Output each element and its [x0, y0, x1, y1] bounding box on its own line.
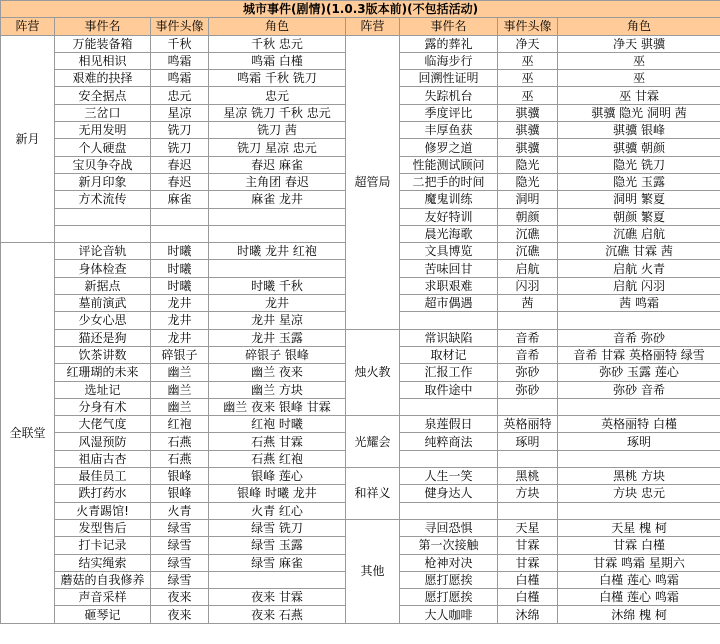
event-name-cell: 临海步行 [400, 52, 498, 69]
characters-cell: 启航 火青 [558, 260, 720, 277]
characters-cell: 骐骥 银峰 [558, 122, 720, 139]
event-name-cell: 失踪机台 [400, 87, 498, 104]
characters-cell: 幽兰 方块 [209, 381, 346, 398]
event-name-cell: 风湿预防 [55, 433, 151, 450]
event-avatar-cell: 闪羽 [498, 277, 558, 294]
characters-cell: 黑桃 方块 [558, 468, 720, 485]
characters-cell: 绿雪 铣刀 [209, 519, 346, 536]
event-name-cell: 第一次接触 [400, 537, 498, 554]
event-name-cell: 取材记 [400, 346, 498, 363]
event-name-cell: 新月印象 [55, 173, 151, 190]
event-name-cell: 魔鬼训练 [400, 191, 498, 208]
event-avatar-cell: 龙井 [151, 295, 209, 312]
event-name-cell: 回溯性证明 [400, 70, 498, 87]
event-name-cell: 季度评比 [400, 104, 498, 121]
event-avatar-cell: 隐光 [498, 173, 558, 190]
event-name-cell: 苦味回甘 [400, 260, 498, 277]
characters-cell: 鸣霜 白槿 [209, 52, 346, 69]
event-name-cell: 露的葬礼 [400, 35, 498, 52]
blank-cell [151, 225, 209, 242]
blank-cell [400, 398, 498, 415]
characters-cell [209, 260, 346, 277]
header-row [1, 18, 720, 35]
event-avatar-cell: 时曦 [151, 243, 209, 260]
event-avatar-cell: 银峰 [151, 468, 209, 485]
characters-cell: 银峰 莲心 [209, 468, 346, 485]
event-name-cell: 大佬气度 [55, 416, 151, 433]
event-avatar-cell: 石燕 [151, 433, 209, 450]
event-avatar-cell: 麻雀 [151, 191, 209, 208]
characters-cell: 骐骥 朝颜 [558, 139, 720, 156]
event-name-cell: 丰厚鱼获 [400, 122, 498, 139]
event-avatar-cell: 龙井 [151, 312, 209, 329]
characters-cell: 麻雀 龙井 [209, 191, 346, 208]
blank-cell [498, 312, 558, 329]
event-avatar-cell: 幽兰 [151, 364, 209, 381]
characters-cell: 碎银子 银峰 [209, 346, 346, 363]
event-avatar-cell: 幽兰 [151, 381, 209, 398]
characters-cell: 天星 槐 柯 [558, 519, 720, 536]
characters-cell: 火青 红心 [209, 502, 346, 519]
characters-cell: 星凉 铣刀 千秋 忠元 [209, 104, 346, 121]
sheet-title: 城市事件(剧情)(1.0.3版本前)(不包括活动) [1, 1, 720, 18]
event-name-cell: 祖庙古杏 [55, 450, 151, 467]
event-name-cell: 红珊瑚的未来 [55, 364, 151, 381]
characters-cell: 千秋 忠元 [209, 35, 346, 52]
characters-cell: 白槿 莲心 鸣霜 [558, 571, 720, 588]
event-name-cell: 砸琴记 [55, 606, 151, 623]
event-avatar-cell: 巫 [498, 70, 558, 87]
blank-cell [400, 450, 498, 467]
event-avatar-cell: 忠元 [151, 87, 209, 104]
event-avatar-cell: 绿雪 [151, 554, 209, 571]
characters-cell: 巫 [558, 52, 720, 69]
characters-cell: 时曦 龙井 红袍 [209, 243, 346, 260]
characters-cell: 幽兰 夜来 银峰 甘霖 [209, 398, 346, 415]
event-name-cell: 文具博览 [400, 243, 498, 260]
event-avatar-cell: 天星 [498, 519, 558, 536]
table-row [1, 329, 720, 346]
blank-cell [209, 225, 346, 242]
event-avatar-cell: 火青 [151, 502, 209, 519]
characters-cell: 骐骥 隐光 洞明 茜 [558, 104, 720, 121]
faction-cell-left: 全联堂 [1, 243, 55, 624]
event-name-cell: 新据点 [55, 277, 151, 294]
event-avatar-cell: 千秋 [151, 35, 209, 52]
header-event-avatar-right: 事件头像 [498, 18, 558, 35]
header-event-name-left: 事件名 [55, 18, 151, 35]
blank-cell [558, 312, 720, 329]
event-name-cell: 猫还是狗 [55, 329, 151, 346]
event-name-cell: 取件途中 [400, 381, 498, 398]
event-name-cell: 个人硬盘 [55, 139, 151, 156]
event-avatar-cell: 幽兰 [151, 398, 209, 415]
event-name-cell: 大人咖啡 [400, 606, 498, 623]
characters-cell: 沉礁 启航 [558, 225, 720, 242]
event-avatar-cell: 鸣霜 [151, 70, 209, 87]
header-faction-left: 阵营 [1, 18, 55, 35]
event-name-cell: 纯粹商法 [400, 433, 498, 450]
event-name-cell: 火青踢馆! [55, 502, 151, 519]
event-name-cell: 蘑菇的自我修养 [55, 571, 151, 588]
event-avatar-cell: 启航 [498, 260, 558, 277]
event-avatar-cell: 琢明 [498, 433, 558, 450]
event-name-cell: 方术流传 [55, 191, 151, 208]
event-name-cell: 友好特训 [400, 208, 498, 225]
blank-cell [498, 398, 558, 415]
characters-cell: 银峰 时曦 龙井 [209, 485, 346, 502]
event-avatar-cell: 甘霖 [498, 537, 558, 554]
event-name-cell: 饮茶讲数 [55, 346, 151, 363]
characters-cell: 茜 鸣霜 [558, 295, 720, 312]
event-name-cell: 最佳员工 [55, 468, 151, 485]
event-avatar-cell: 石燕 [151, 450, 209, 467]
event-avatar-cell: 碎银子 [151, 346, 209, 363]
event-name-cell: 寻回恐惧 [400, 519, 498, 536]
table-row [1, 35, 720, 52]
event-name-cell: 求职艰难 [400, 277, 498, 294]
event-avatar-cell: 隐光 [498, 156, 558, 173]
event-name-cell: 性能测试顾问 [400, 156, 498, 173]
blank-cell [400, 502, 498, 519]
faction-cell-left: 新月 [1, 35, 55, 243]
event-name-cell: 愿打愿挨 [400, 571, 498, 588]
faction-cell-right: 其他 [346, 519, 400, 623]
header-characters-left: 角色 [209, 18, 346, 35]
event-avatar-cell: 白槿 [498, 571, 558, 588]
event-name-cell: 发型售后 [55, 519, 151, 536]
characters-cell: 净天 骐骥 [558, 35, 720, 52]
event-avatar-cell: 银峰 [151, 485, 209, 502]
blank-cell [558, 450, 720, 467]
event-avatar-cell: 春迟 [151, 173, 209, 190]
characters-cell [209, 571, 346, 588]
header-faction-right: 阵营 [346, 18, 400, 35]
event-avatar-cell: 白槿 [498, 589, 558, 606]
event-avatar-cell: 沉礁 [498, 243, 558, 260]
event-avatar-cell: 音希 [498, 346, 558, 363]
event-name-cell: 超市偶遇 [400, 295, 498, 312]
event-name-cell: 相见相识 [55, 52, 151, 69]
event-avatar-cell: 净天 [498, 35, 558, 52]
characters-cell: 绿雪 玉露 [209, 537, 346, 554]
characters-cell: 沐绵 槐 柯 [558, 606, 720, 623]
event-name-cell: 愿打愿挨 [400, 589, 498, 606]
event-avatar-cell: 音希 [498, 329, 558, 346]
blank-cell [498, 502, 558, 519]
event-name-cell: 选址记 [55, 381, 151, 398]
characters-cell: 英格丽特 白槿 [558, 416, 720, 433]
characters-cell: 沉礁 甘霖 茜 [558, 243, 720, 260]
table-row [1, 416, 720, 433]
event-avatar-cell: 朝颜 [498, 208, 558, 225]
characters-cell: 启航 闪羽 [558, 277, 720, 294]
event-name-cell: 万能装备箱 [55, 35, 151, 52]
event-name-cell: 汇报工作 [400, 364, 498, 381]
event-name-cell: 泉莲假日 [400, 416, 498, 433]
event-name-cell: 打卡记录 [55, 537, 151, 554]
event-avatar-cell: 沐绵 [498, 606, 558, 623]
characters-cell: 甘霖 鸣霜 星期六 [558, 554, 720, 571]
event-name-cell: 二把手的时间 [400, 173, 498, 190]
event-name-cell: 人生一笑 [400, 468, 498, 485]
header-event-avatar-left: 事件头像 [151, 18, 209, 35]
characters-cell: 忠元 [209, 87, 346, 104]
characters-cell: 夜来 石燕 [209, 606, 346, 623]
event-name-cell: 分身有术 [55, 398, 151, 415]
blank-cell [558, 398, 720, 415]
event-avatar-cell: 沉礁 [498, 225, 558, 242]
characters-cell: 白槿 莲心 鸣霜 [558, 589, 720, 606]
characters-cell: 弥砂 玉露 莲心 [558, 364, 720, 381]
characters-cell: 时曦 千秋 [209, 277, 346, 294]
faction-cell-right: 光耀会 [346, 416, 400, 468]
characters-cell: 铣刀 星凉 忠元 [209, 139, 346, 156]
characters-cell: 红袍 时曦 [209, 416, 346, 433]
characters-cell: 方块 忠元 [558, 485, 720, 502]
table-row [1, 468, 720, 485]
characters-cell: 巫 甘霖 [558, 87, 720, 104]
characters-cell: 石燕 红袍 [209, 450, 346, 467]
characters-cell: 甘霖 白槿 [558, 537, 720, 554]
event-name-cell: 身体检查 [55, 260, 151, 277]
event-avatar-cell: 时曦 [151, 277, 209, 294]
event-name-cell: 少女心思 [55, 312, 151, 329]
blank-cell [400, 312, 498, 329]
characters-cell: 巫 [558, 70, 720, 87]
characters-cell: 音希 弥砂 [558, 329, 720, 346]
header-characters-right: 角色 [558, 18, 720, 35]
event-avatar-cell: 弥砂 [498, 364, 558, 381]
title-row [1, 1, 720, 18]
characters-cell: 绿雪 麻雀 [209, 554, 346, 571]
event-name-cell: 宝贝争夺战 [55, 156, 151, 173]
event-avatar-cell: 洞明 [498, 191, 558, 208]
characters-cell: 龙井 [209, 295, 346, 312]
event-name-cell: 常识缺陷 [400, 329, 498, 346]
event-avatar-cell: 星凉 [151, 104, 209, 121]
event-avatar-cell: 骐骥 [498, 122, 558, 139]
event-name-cell: 三岔口 [55, 104, 151, 121]
faction-cell-right: 和祥义 [346, 468, 400, 520]
characters-cell: 隐光 玉露 [558, 173, 720, 190]
event-name-cell: 修罗之道 [400, 139, 498, 156]
event-avatar-cell: 春迟 [151, 156, 209, 173]
table-row [1, 519, 720, 536]
event-name-cell: 安全据点 [55, 87, 151, 104]
characters-cell: 音希 甘霖 英格丽特 绿雪 [558, 346, 720, 363]
characters-cell: 石燕 甘霖 [209, 433, 346, 450]
characters-cell: 弥砂 音希 [558, 381, 720, 398]
event-avatar-cell: 英格丽特 [498, 416, 558, 433]
event-name-cell: 墓前演武 [55, 295, 151, 312]
faction-cell-right: 超管局 [346, 35, 400, 329]
event-avatar-cell: 茜 [498, 295, 558, 312]
event-avatar-cell: 巫 [498, 87, 558, 104]
blank-cell [55, 225, 151, 242]
characters-cell: 铣刀 茜 [209, 122, 346, 139]
event-avatar-cell: 绿雪 [151, 571, 209, 588]
characters-cell: 琢明 [558, 433, 720, 450]
event-avatar-cell: 鸣霜 [151, 52, 209, 69]
event-avatar-cell: 夜来 [151, 606, 209, 623]
event-avatar-cell: 绿雪 [151, 537, 209, 554]
event-name-cell: 结实绳索 [55, 554, 151, 571]
characters-cell: 洞明 繁夏 [558, 191, 720, 208]
blank-cell [209, 208, 346, 225]
characters-cell: 龙井 星凉 [209, 312, 346, 329]
event-avatar-cell: 骐骥 [498, 104, 558, 121]
header-event-name-right: 事件名 [400, 18, 498, 35]
event-name-cell: 枪神对决 [400, 554, 498, 571]
event-name-cell: 艰难的抉择 [55, 70, 151, 87]
event-name-cell: 评论音轨 [55, 243, 151, 260]
event-name-cell: 健身达人 [400, 485, 498, 502]
event-avatar-cell: 铣刀 [151, 139, 209, 156]
event-avatar-cell: 时曦 [151, 260, 209, 277]
characters-cell: 鸣霜 千秋 铣刀 [209, 70, 346, 87]
blank-cell [498, 450, 558, 467]
event-name-cell: 无用发明 [55, 122, 151, 139]
characters-cell: 朝颜 繁夏 [558, 208, 720, 225]
faction-cell-right: 烛火教 [346, 329, 400, 415]
blank-cell [558, 502, 720, 519]
event-avatar-cell: 巫 [498, 52, 558, 69]
event-avatar-cell: 甘霖 [498, 554, 558, 571]
characters-cell: 龙井 玉露 [209, 329, 346, 346]
event-name-cell: 晨光海歌 [400, 225, 498, 242]
event-avatar-cell: 夜来 [151, 589, 209, 606]
characters-cell: 隐光 铣刀 [558, 156, 720, 173]
event-avatar-cell: 弥砂 [498, 381, 558, 398]
event-avatar-cell: 龙井 [151, 329, 209, 346]
blank-cell [151, 208, 209, 225]
event-avatar-cell: 铣刀 [151, 122, 209, 139]
event-name-cell: 跌打药水 [55, 485, 151, 502]
blank-cell [55, 208, 151, 225]
event-avatar-cell: 绿雪 [151, 519, 209, 536]
characters-cell: 幽兰 夜来 [209, 364, 346, 381]
event-avatar-cell: 黑桃 [498, 468, 558, 485]
event-avatar-cell: 方块 [498, 485, 558, 502]
characters-cell: 春迟 麻雀 [209, 156, 346, 173]
event-name-cell: 声音采样 [55, 589, 151, 606]
event-avatar-cell: 骐骥 [498, 139, 558, 156]
characters-cell: 主角团 春迟 [209, 173, 346, 190]
characters-cell: 夜来 甘霖 [209, 589, 346, 606]
event-avatar-cell: 红袍 [151, 416, 209, 433]
